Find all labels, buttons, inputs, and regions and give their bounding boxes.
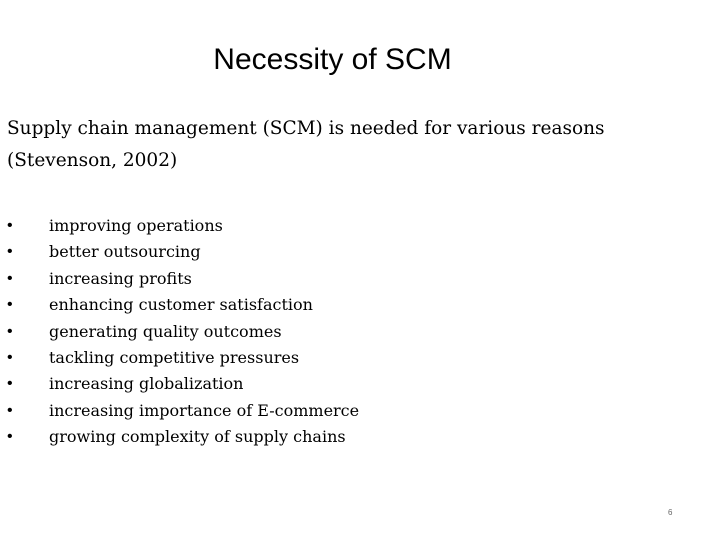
bullet-icon: • [7, 217, 13, 234]
bullet-icon: • [7, 375, 13, 393]
list-item-text: better outsourcing [49, 242, 201, 262]
list-item-text: increasing profits [49, 268, 192, 288]
bullet-icon: • [7, 269, 13, 287]
list-item-text: enhancing customer satisfaction [49, 295, 313, 315]
bullet-icon: • [7, 401, 13, 419]
list-item [7, 239, 667, 265]
list-item-text: growing complexity of supply chains [49, 427, 346, 447]
intro-text: Supply chain management (SCM) is needed for various reasons (Stevenson, 2002) [7, 118, 605, 171]
bullet-icon: • [7, 428, 13, 446]
list-item [7, 424, 667, 450]
page-number: 6 [668, 508, 673, 517]
bullet-icon: • [7, 296, 13, 314]
bullet-icon: • [7, 243, 13, 261]
list-item-text: increasing importance of E-commerce [49, 400, 360, 420]
list-item [7, 398, 667, 424]
bullet-icon: • [7, 348, 13, 366]
list-item [7, 345, 667, 371]
list-item [7, 319, 667, 345]
list-item-text: generating quality outcomes [49, 321, 282, 341]
list-item [7, 266, 667, 292]
list-item-text: improving operations [49, 216, 223, 235]
slide-title: Necessity of SCM [213, 43, 452, 76]
list-item [7, 213, 667, 239]
bullet-icon: • [7, 322, 13, 340]
reasons-list [7, 213, 667, 451]
list-item [7, 292, 667, 318]
list-item [7, 371, 667, 397]
list-item-text: tackling competitive pressures [49, 347, 300, 367]
list-item-text: increasing globalization [49, 374, 244, 394]
